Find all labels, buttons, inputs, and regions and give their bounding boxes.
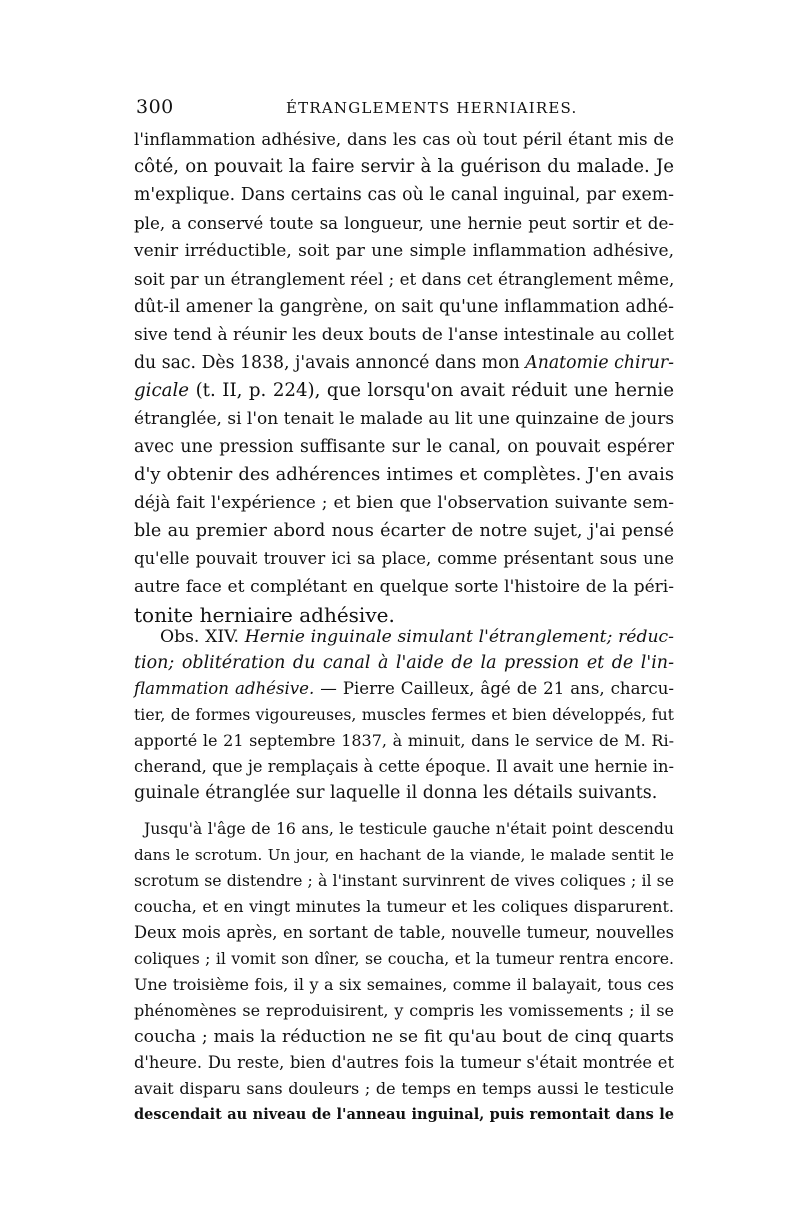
text-line: côté, on pouvait la faire servir à la guérison du malade. Je [134, 156, 674, 177]
text-line: Une troisième fois, il y a six semaines, comme il balayait, tous ces [134, 975, 674, 994]
text-segment: (t. II, p. 224), que lorsqu'on avait réduit une hernie [189, 380, 674, 401]
observation-title-line [134, 675, 674, 703]
text-line: descendait au niveau de l'anneau inguinal, puis remontait dans le [134, 1106, 674, 1123]
text-line [134, 377, 674, 405]
text-line: d'y obtenir des adhérences intimes et complètes. J'en avais [134, 464, 674, 485]
text-line: Jusqu'à l'âge de 16 ans, le testicule gauche n'était point descendu [144, 819, 674, 838]
observation-line: guinale étranglée sur laquelle il donna les détails suivants. [134, 783, 658, 803]
text-line: d'heure. Du reste, bien d'autres fois la tumeur s'était montrée et [134, 1053, 674, 1072]
observation-title-line [160, 623, 674, 651]
text-line: coucha ; mais la réduction ne se fit qu'au bout de cinq quarts [134, 1027, 674, 1047]
running-title: ÉTRANGLEMENTS HERNIAIRES. [286, 99, 578, 117]
text-line: l'inflammation adhésive, dans les cas où tout péril étant mis de [134, 129, 674, 149]
text-line: autre face et complétant en quelque sorte l'histoire de la péri- [134, 577, 674, 597]
text-line: Deux mois après, en sortant de table, nouvelle tumeur, nouvelles [134, 923, 674, 942]
observation-title: flammation adhésive. [134, 679, 315, 698]
text-line: m'explique. Dans certains cas où le canal inguinal, par exem- [134, 185, 674, 205]
text-line: avait disparu sans douleurs ; de temps en temps aussi le testicule [134, 1079, 674, 1098]
text-line: étranglée, si l'on tenait le malade au lit une quinzaine de jours [134, 409, 675, 429]
text-segment: du sac. Dès 1838, j'avais annoncé dans mon [134, 353, 526, 373]
text-line: déjà fait l'expérience ; et bien que l'observation suivante sem- [134, 493, 674, 513]
book-title-italic: Anatomie chirur- [525, 353, 674, 373]
observation-title-line [134, 649, 674, 677]
text-line: soit par un étranglement réel ; et dans cet étranglement même, [134, 269, 675, 289]
text-line: dans le scrotum. Un jour, en hachant de la viande, le malade sentit le [134, 846, 674, 864]
text-line: phénomènes se reproduisirent, y compris les vomissements ; il se [134, 1001, 674, 1020]
observation-title: Hernie inguinale simulant l'étranglement; réduc- [244, 627, 674, 647]
text-line: ple, a conservé toute sa longueur, une hernie peut sortir et de- [134, 213, 674, 233]
text-line: avec une pression suffisante sur le canal, on pouvait espérer [134, 437, 674, 457]
observation-line: cherand, que je remplaçais à cette époque. Il avait une hernie in- [134, 757, 674, 776]
text-line: sive tend à réunir les deux bouts de l'anse intestinale au collet [134, 325, 674, 345]
book-title-italic: gicale [134, 380, 190, 401]
text-line: tonite herniaire adhésive. [134, 603, 395, 627]
text-segment: — Pierre Cailleux, âgé de 21 ans, charcu- [314, 679, 674, 698]
observation-line: apporté le 21 septembre 1837, à minuit, dans le service de M. Ri- [134, 731, 674, 750]
text-line: venir irréductible, soit par une simple inflammation adhésive, [134, 241, 674, 261]
text-line: scrotum se distendre ; à l'instant survinrent de vives coliques ; il se [134, 871, 674, 890]
text-line: dût-il amener la gangrène, on sait qu'une inflammation adhé- [134, 297, 674, 317]
observation-label: Obs. XIV. [160, 627, 240, 647]
observation-title: tion; oblitération du canal à l'aide de la pression et de l'in- [134, 653, 674, 673]
text-line: ble au premier abord nous écarter de notre sujet, j'ai pensé [134, 521, 674, 541]
text-line [134, 349, 674, 377]
text-line: coucha, et en vingt minutes la tumeur et les coliques disparurent. [134, 897, 674, 916]
text-line: coliques ; il vomit son dîner, se coucha, et la tumeur rentra encore. [134, 949, 674, 968]
observation-line: tier, de formes vigoureuses, muscles fermes et bien développés, fut [134, 705, 674, 724]
page-number: 300 [136, 96, 174, 118]
text-line: qu'elle pouvait trouver ici sa place, comme présentant sous une [134, 549, 674, 568]
page-header [136, 96, 676, 122]
